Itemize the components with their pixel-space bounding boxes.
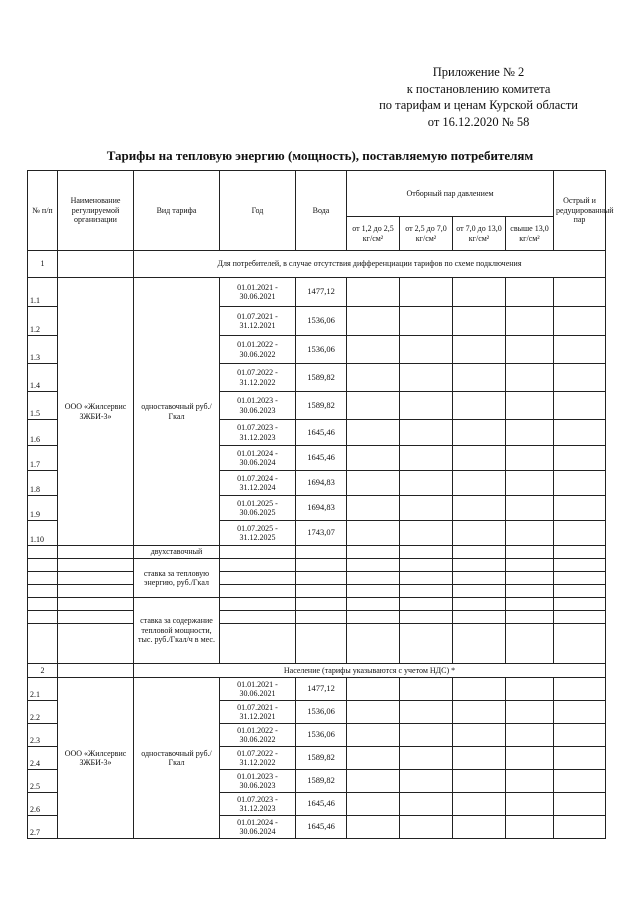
- empty-cell: [554, 364, 606, 392]
- empty-cell: [554, 678, 606, 701]
- empty-cell: [506, 471, 554, 496]
- row-number: 1.8: [28, 471, 58, 496]
- water-value: 1589,82: [296, 747, 347, 770]
- empty-cell: [506, 546, 554, 559]
- header-line-2: к постановлению комитета: [406, 81, 551, 96]
- rate-energy-row: [28, 585, 606, 598]
- empty-cell: [400, 678, 453, 701]
- rate-energy-row: [28, 572, 606, 585]
- empty-cell: [400, 559, 453, 572]
- empty-cell: [400, 446, 453, 471]
- empty-cell: [506, 701, 554, 724]
- row-number: 1.2: [28, 307, 58, 336]
- empty-cell: [400, 624, 453, 664]
- empty-cell: [554, 392, 606, 420]
- empty-cell: [347, 611, 400, 624]
- section-2-row: [28, 664, 606, 678]
- period-cell: 01.07.2022 - 31.12.2022: [220, 747, 296, 770]
- empty-cell: [453, 420, 506, 446]
- period-cell: 01.07.2021 - 31.12.2021: [220, 307, 296, 336]
- water-value: 1536,06: [296, 307, 347, 336]
- water-value: 1536,06: [296, 701, 347, 724]
- water-value: 1536,06: [296, 336, 347, 364]
- empty-cell: [400, 816, 453, 839]
- empty-cell: [296, 624, 347, 664]
- rate-energy-row: [28, 559, 606, 572]
- empty-cell: [347, 585, 400, 598]
- empty-cell: [506, 336, 554, 364]
- empty-cell: [506, 624, 554, 664]
- empty-cell: [347, 496, 400, 521]
- row-number: 1.1: [28, 278, 58, 307]
- empty-cell: [506, 496, 554, 521]
- row-number: 2.5: [28, 770, 58, 793]
- empty-cell: [58, 585, 134, 598]
- empty-cell: [506, 392, 554, 420]
- empty-cell: [554, 420, 606, 446]
- empty-cell: [347, 471, 400, 496]
- col-num-header: № п/п: [28, 171, 58, 251]
- header-line-4: от 16.12.2020 № 58: [427, 114, 530, 129]
- empty-cell: [506, 307, 554, 336]
- pressure-4-header: свыше 13,0 кг/см²: [506, 217, 554, 251]
- water-value: 1589,82: [296, 364, 347, 392]
- empty-cell: [400, 278, 453, 307]
- row-number: 1.5: [28, 392, 58, 420]
- tariff-type: одноставочный руб./Гкал: [134, 678, 220, 839]
- row-number: 1.10: [28, 521, 58, 546]
- period-cell: 01.01.2023 - 30.06.2023: [220, 770, 296, 793]
- row-number: 1.4: [28, 364, 58, 392]
- empty-cell: [453, 336, 506, 364]
- empty-cell: [453, 816, 506, 839]
- rate-capacity-row: [28, 624, 606, 664]
- empty-cell: [554, 624, 606, 664]
- period-cell: 01.07.2021 - 31.12.2021: [220, 701, 296, 724]
- empty-cell: [554, 701, 606, 724]
- period-cell: 01.01.2022 - 30.06.2022: [220, 724, 296, 747]
- table-row: [28, 278, 606, 307]
- empty-cell: [554, 336, 606, 364]
- row-number: 2.1: [28, 678, 58, 701]
- empty-cell: [296, 572, 347, 585]
- empty-cell: [453, 585, 506, 598]
- period-cell: 01.07.2024 - 31.12.2024: [220, 471, 296, 496]
- water-value: 1477,12: [296, 678, 347, 701]
- empty-cell: [400, 496, 453, 521]
- empty-cell: [296, 598, 347, 611]
- col-sharp-header: Острый и редуцированный пар: [554, 171, 606, 251]
- empty-cell: [400, 611, 453, 624]
- empty-cell: [347, 559, 400, 572]
- empty-cell: [58, 624, 134, 664]
- empty-cell: [554, 546, 606, 559]
- empty-cell: [296, 559, 347, 572]
- empty-cell: [58, 664, 134, 678]
- rate-energy-label: ставка за тепловую энергию, руб./Гкал: [134, 559, 220, 598]
- period-cell: 01.01.2021 - 30.06.2021: [220, 278, 296, 307]
- empty-cell: [400, 546, 453, 559]
- water-value: 1645,46: [296, 420, 347, 446]
- empty-cell: [506, 724, 554, 747]
- empty-cell: [347, 816, 400, 839]
- section-1-label: Для потребителей, в случае отсутствия дифференциации тарифов по схеме подключения: [134, 251, 606, 278]
- empty-cell: [347, 420, 400, 446]
- empty-cell: [506, 598, 554, 611]
- empty-cell: [453, 307, 506, 336]
- empty-cell: [554, 724, 606, 747]
- empty-cell: [554, 559, 606, 572]
- empty-cell: [453, 572, 506, 585]
- empty-cell: [58, 611, 134, 624]
- empty-cell: [400, 724, 453, 747]
- header-row: [28, 171, 606, 217]
- empty-cell: [453, 364, 506, 392]
- empty-cell: [347, 793, 400, 816]
- empty-cell: [506, 446, 554, 471]
- empty-cell: [453, 793, 506, 816]
- empty-cell: [554, 446, 606, 471]
- empty-cell: [554, 496, 606, 521]
- row-number: 2.2: [28, 701, 58, 724]
- empty-cell: [347, 747, 400, 770]
- water-value: 1477,12: [296, 278, 347, 307]
- empty-cell: [453, 471, 506, 496]
- empty-cell: [347, 307, 400, 336]
- organization-name: ООО «Жилсервис ЗЖБИ-3»: [58, 278, 134, 546]
- empty-cell: [220, 624, 296, 664]
- empty-cell: [554, 585, 606, 598]
- empty-cell: [28, 598, 58, 611]
- empty-cell: [400, 471, 453, 496]
- empty-cell: [506, 770, 554, 793]
- col-org-header: Наименование регулируемой организации: [58, 171, 134, 251]
- empty-cell: [347, 336, 400, 364]
- two-rate-row: [28, 546, 606, 559]
- period-cell: 01.01.2025 - 30.06.2025: [220, 496, 296, 521]
- pressure-3-header: от 7,0 до 13,0 кг/см²: [453, 217, 506, 251]
- empty-cell: [506, 611, 554, 624]
- period-cell: 01.01.2024 - 30.06.2024: [220, 816, 296, 839]
- row-number: 1.3: [28, 336, 58, 364]
- empty-cell: [453, 678, 506, 701]
- empty-cell: [554, 572, 606, 585]
- period-cell: 01.07.2025 - 31.12.2025: [220, 521, 296, 546]
- row-number: 2.4: [28, 747, 58, 770]
- col-year-header: Год: [220, 171, 296, 251]
- empty-cell: [347, 364, 400, 392]
- empty-cell: [28, 572, 58, 585]
- empty-cell: [554, 770, 606, 793]
- tariff-type: одноставочный руб./Гкал: [134, 278, 220, 546]
- empty-cell: [400, 364, 453, 392]
- empty-cell: [400, 793, 453, 816]
- empty-cell: [347, 724, 400, 747]
- empty-cell: [220, 559, 296, 572]
- empty-cell: [506, 420, 554, 446]
- empty-cell: [453, 747, 506, 770]
- empty-cell: [347, 624, 400, 664]
- empty-cell: [453, 546, 506, 559]
- empty-cell: [554, 747, 606, 770]
- empty-cell: [554, 598, 606, 611]
- empty-cell: [28, 585, 58, 598]
- empty-cell: [506, 572, 554, 585]
- empty-cell: [554, 278, 606, 307]
- empty-cell: [554, 816, 606, 839]
- water-value: 1589,82: [296, 392, 347, 420]
- empty-cell: [554, 307, 606, 336]
- empty-cell: [506, 521, 554, 546]
- empty-cell: [220, 598, 296, 611]
- empty-cell: [506, 678, 554, 701]
- pressure-1-header: от 1,2 до 2,5 кг/см²: [347, 217, 400, 251]
- empty-cell: [453, 611, 506, 624]
- section-1-row: [28, 251, 606, 278]
- pressure-2-header: от 2,5 до 7,0 кг/см²: [400, 217, 453, 251]
- empty-cell: [400, 392, 453, 420]
- empty-cell: [453, 701, 506, 724]
- empty-cell: [58, 559, 134, 572]
- col-type-header: Вид тарифа: [134, 171, 220, 251]
- empty-cell: [347, 392, 400, 420]
- row-number: 1.6: [28, 420, 58, 446]
- empty-cell: [347, 278, 400, 307]
- water-value: 1694,83: [296, 496, 347, 521]
- empty-cell: [400, 701, 453, 724]
- empty-cell: [554, 793, 606, 816]
- empty-cell: [506, 747, 554, 770]
- empty-cell: [400, 420, 453, 446]
- period-cell: 01.07.2023 - 31.12.2023: [220, 420, 296, 446]
- empty-cell: [347, 678, 400, 701]
- empty-cell: [347, 546, 400, 559]
- section-1-num: 1: [28, 251, 58, 278]
- empty-cell: [400, 307, 453, 336]
- empty-cell: [554, 521, 606, 546]
- tariff-table: [27, 170, 614, 839]
- empty-cell: [347, 701, 400, 724]
- row-number: 1.7: [28, 446, 58, 471]
- row-number: 2.6: [28, 793, 58, 816]
- empty-cell: [453, 392, 506, 420]
- empty-cell: [58, 546, 134, 559]
- organization-name: ООО «Жилсервис ЗЖБИ-3»: [58, 678, 134, 839]
- empty-cell: [58, 572, 134, 585]
- empty-cell: [453, 559, 506, 572]
- empty-cell: [400, 572, 453, 585]
- document-header: [379, 64, 578, 130]
- rate-capacity-row: [28, 611, 606, 624]
- period-cell: 01.01.2023 - 30.06.2023: [220, 392, 296, 420]
- empty-cell: [28, 546, 58, 559]
- header-line-3: по тарифам и ценам Курской области: [379, 98, 578, 112]
- empty-cell: [506, 559, 554, 572]
- empty-cell: [400, 521, 453, 546]
- water-value: 1645,46: [296, 793, 347, 816]
- empty-cell: [400, 598, 453, 611]
- empty-cell: [296, 585, 347, 598]
- empty-cell: [554, 471, 606, 496]
- empty-cell: [400, 336, 453, 364]
- col-steam-header: Отборный пар давлением: [347, 171, 554, 217]
- empty-cell: [506, 278, 554, 307]
- empty-cell: [58, 598, 134, 611]
- row-number: 1.9: [28, 496, 58, 521]
- empty-cell: [506, 364, 554, 392]
- row-number: 2.3: [28, 724, 58, 747]
- empty-cell: [400, 747, 453, 770]
- period-cell: 01.01.2022 - 30.06.2022: [220, 336, 296, 364]
- section-1-blank: [58, 251, 134, 278]
- row-number: 2.7: [28, 816, 58, 839]
- empty-cell: [347, 446, 400, 471]
- empty-cell: [453, 598, 506, 611]
- document-title: Тарифы на тепловую энергию (мощность), поставляемую потребителям: [106, 148, 534, 163]
- water-value: 1694,83: [296, 471, 347, 496]
- rate-capacity-label: ставка за содержание тепловой мощности, тыс. руб./Гкал/ч в мес.: [134, 598, 220, 664]
- empty-cell: [296, 611, 347, 624]
- period-cell: 01.07.2022 - 31.12.2022: [220, 364, 296, 392]
- empty-cell: [347, 598, 400, 611]
- empty-cell: [506, 793, 554, 816]
- empty-cell: [28, 611, 58, 624]
- water-value: 1645,46: [296, 816, 347, 839]
- empty-cell: [453, 496, 506, 521]
- empty-cell: [220, 611, 296, 624]
- col-water-header: Вода: [296, 171, 347, 251]
- empty-cell: [220, 546, 296, 559]
- empty-cell: [453, 446, 506, 471]
- empty-cell: [554, 611, 606, 624]
- section-2-label: Население (тарифы указываются с учетом НДС) *: [134, 664, 606, 678]
- empty-cell: [296, 546, 347, 559]
- rate-capacity-row: [28, 598, 606, 611]
- header-line-1: Приложение № 2: [432, 65, 525, 79]
- empty-cell: [347, 521, 400, 546]
- empty-cell: [28, 559, 58, 572]
- two-rate-label: двухставочный: [134, 546, 220, 559]
- period-cell: 01.01.2024 - 30.06.2024: [220, 446, 296, 471]
- empty-cell: [220, 572, 296, 585]
- empty-cell: [453, 521, 506, 546]
- empty-cell: [220, 585, 296, 598]
- empty-cell: [453, 624, 506, 664]
- water-value: 1589,82: [296, 770, 347, 793]
- empty-cell: [28, 624, 58, 664]
- empty-cell: [453, 770, 506, 793]
- section-2-num: 2: [28, 664, 58, 678]
- empty-cell: [347, 572, 400, 585]
- table-row: [28, 678, 606, 701]
- empty-cell: [400, 585, 453, 598]
- empty-cell: [453, 724, 506, 747]
- empty-cell: [506, 816, 554, 839]
- empty-cell: [400, 770, 453, 793]
- water-value: 1645,46: [296, 446, 347, 471]
- period-cell: 01.01.2021 - 30.06.2021: [220, 678, 296, 701]
- water-value: 1743,07: [296, 521, 347, 546]
- empty-cell: [453, 278, 506, 307]
- period-cell: 01.07.2023 - 31.12.2023: [220, 793, 296, 816]
- empty-cell: [506, 585, 554, 598]
- empty-cell: [347, 770, 400, 793]
- water-value: 1536,06: [296, 724, 347, 747]
